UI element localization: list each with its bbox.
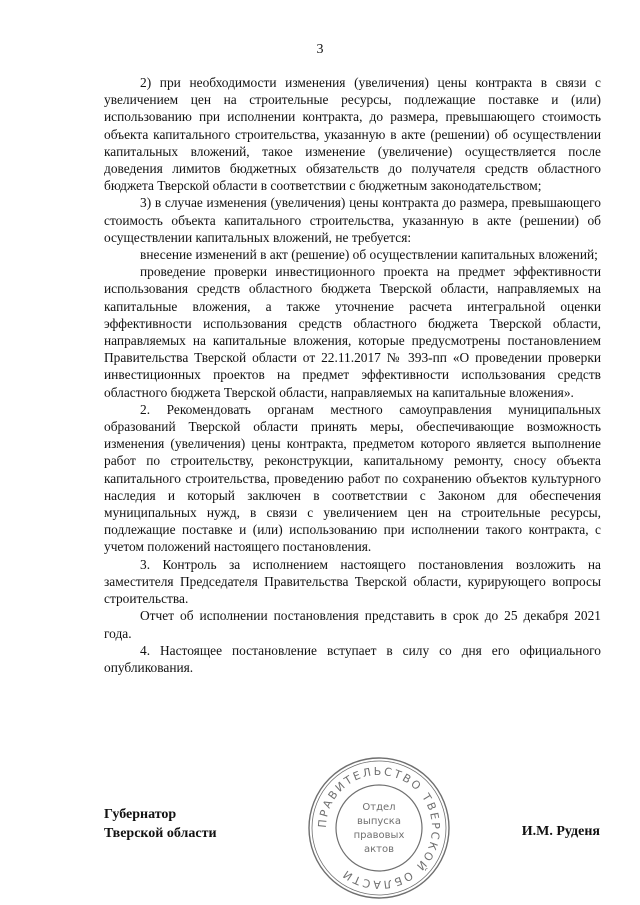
paragraph-point-4: 4. Настоящее постановление вступает в силу со дня его официального опубликования. [104,642,601,675]
paragraph-point-3: 3. Контроль за исполнением настоящего постановления возложить на заместителя Председателя Правительства Тверской области, курирующего вопросы строительства. [104,556,601,607]
page-number: 3 [316,42,324,57]
signature-name: И.М. Руденя [521,824,600,839]
paragraph-item-2: 2) при необходимости изменения (увеличения) цены контракта в связи с увеличением цен на строительные ресурсы, подлежащие поставке и (или) использованию при исполнении контракта, до размера, превышающего стоимость объекта капитального строительства, указанную в акте (решении) об осуществлении капитальных вложений, такое изменение (увеличение) осуществляется после доведения лимитов бюджетных обязательств до получателя средств областного бюджета Тверской области в соответствии с бюджетным законодательством; [104,75,601,194]
stamp-center-line-4: актов [363,844,395,855]
paragraph-investment-check: проведение проверки инвестиционного проекта на предмет эффективности использования средств областного бюджета Тверской области, направляемых на капитальные вложения, а также уточнение расчета интегральной оценки эффективности использования средств областного бюджета Тверской области, направляемых на капитальные вложения, которые предусмотрены постановлением Правительства Тверской области от 22.11.2017 № 393-пп «О проведении проверки инвестиционных проектов на предмет эффективности использования средств областного бюджета Тверской области, направляемых на капитальные вложения». [104,264,601,400]
signature-title-line1: Губернатор [104,807,177,822]
stamp-center-line-2: выпуска [357,816,401,827]
official-stamp [304,753,454,903]
paragraph-point-2: 2. Рекомендовать органам местного самоуправления муниципальных образований Тверской области принять меры, обеспечивающие возможность изменения (увеличения) цены контракта, предметом которого является выполнение работ по строительству, реконструкции, капитальному ремонту, сносу объекта капитального строительства, проведению работ по сохранению объектов культурного наследия и который заключен в соответствии с Законом для обеспечения муниципальных нужд, в связи с увеличением цен на строительные ресурсы, подлежащие поставке и (или) использованию при исполнении такого контракта, с учетом положений настоящего постановления. [104,401,601,555]
stamp-inner-ring [336,785,422,871]
paragraph-report: Отчет об исполнении постановления представить в срок до 25 декабря 2021 года. [104,608,601,641]
document-body [104,74,601,676]
stamp-outer-ring-inner [312,761,446,895]
signature-title [104,805,217,843]
stamp-ring-text: ПРАВИТЕЛЬСТВО ТВЕРСКОЙ ОБЛАСТИ [315,764,443,892]
stamp-outer-ring [309,758,449,898]
paragraph-item-3: 3) в случае изменения (увеличения) цены контракта до размера, превышающего стоимость объекта капитального строительства, указанную в акте (решении) об осуществлении капитальных вложений, не требуется: [104,195,601,245]
paragraph-act-changes: внесение изменений в акт (решение) об осуществлении капитальных вложений; [140,247,598,263]
stamp-center-line-1: Отдел [362,802,396,813]
signature-title-line2: Тверской области [104,826,217,841]
stamp-center-line-3: правовых [353,830,405,841]
